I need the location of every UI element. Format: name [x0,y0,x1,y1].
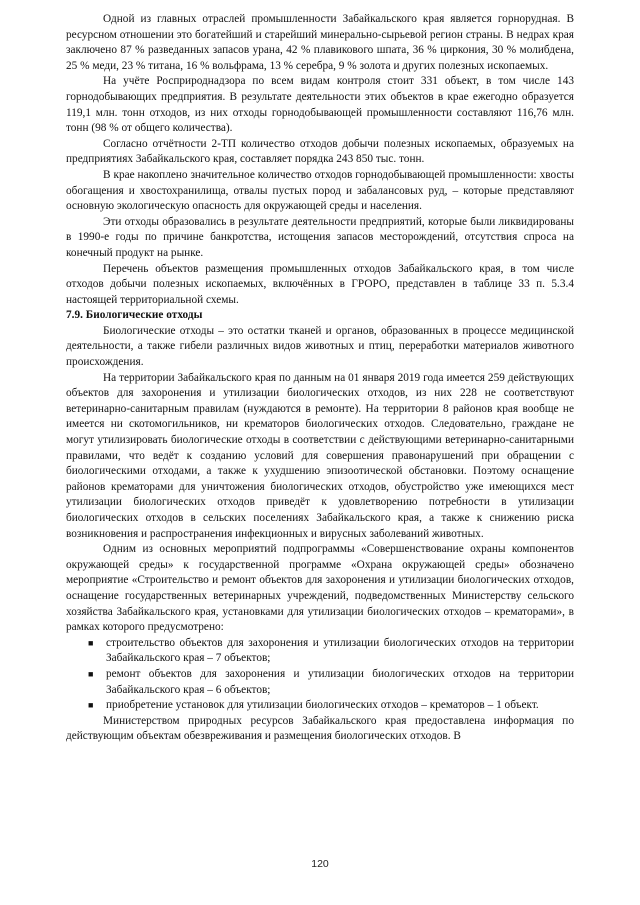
paragraph-rosprirodnadzor-objects: На учёте Росприроднадзора по всем видам контроля стоит 331 объект, в том числе 143 горнодобывающих предприятия. В результате деятельности этих объектов в крае ежегодно образуется 119,1 млн. тонн отходов, из них отходы горнодобывающей промышленности составляют 116,76 млн. тонн (98 % от общего количества). [66,75,574,135]
paragraph-groro-list: Перечень объектов размещения промышленных отходов Забайкальского края, в том числе отходов добычи полезных ископаемых, включённых в ГРОРО, представлен в таблице 33 п. 5.3.4 настоящей территориальной схемы. [66,262,574,306]
page-number: 120 [311,858,329,870]
bullet-marker: ■ [88,668,94,679]
paragraph-accumulated-waste: В крае накоплено значительное количество отходов горнодобывающей промышленности: хвосты обогащения и хвостохранилища, отвалы пустых пород и забалансовых руд, – которые представляют основную экологическую опасность для окружающей среды и населения. [66,168,574,213]
paragraph-subprogram: Одним из основных мероприятий подпрограммы «Совершенствование охраны компонентов окружающей среды» к государственной программе «Охрана окружающей среды» обозначено мероприятие «Строительство и ремонт объектов для захоронения и утилизации биологических отходов, оснащение государственных ветеринарных учреждений, подведомственных Министерству сельского хозяйства Забайкальского края, установками для утилизации биологических отходов – крематорами», в рамках которого предусмотрено: [66,543,574,634]
paragraph-mining-industry: Одной из главных отраслей промышленности Забайкальского края является горнорудная. В ресурсном отношении это богатейший и старейший минерально-сырьевой регион страны. В недрах края заключено 87 % разведанных запасов урана, 42 % плавикового шпата, 36 % циркония, 30 % молибдена, 25 % меди, 23 % титана, 16 % вольфрама, 13 % серебра, 9 % золота и других полезных ископаемых. [66,13,574,72]
list-item [66,698,574,714]
paragraph-2tp-report: Согласно отчётности 2-ТП количество отходов добычи полезных ископаемых, образуемых на предприятиях Забайкальского края, составляет порядка 243 850 тыс. тонн. [66,137,574,166]
measures-list [66,636,574,714]
list-item-text: ремонт объектов для захоронения и утилизации биологических отходов на территории Забайкальского края – 6 объектов; [106,667,574,696]
list-item [66,636,574,667]
list-item [66,667,574,698]
document-page [66,12,574,745]
list-item-text: строительство объектов для захоронения и утилизации биологических отходов на территории Забайкальского края – 7 объектов; [106,636,574,665]
bullet-marker: ■ [88,700,94,711]
paragraph-bio-waste-objects: На территории Забайкальского края по данным на 01 января 2019 года имеется 259 действующих объектов для захоронения и утилизации биологических отходов, из них 228 не соответствуют ветеринарно-санитарным правилам (нуждаются в ремонте). На территории 8 районов края вообще не имеется ни скотомогильников, ни крематоров биологических отходов. Следовательно, граждане не могут утилизировать биологические отходы в соответствии с действующими ветеринарно-санитарными правилами, что ведёт к созданию условий для совершения правонарушений при обращении с биологическими отходами, а также к ухудшению эпизоотической обстановки. Поэтому оснащение районов крематорами для уничтожения биологических отходов, обустройство уже имеющихся мест утилизации биологических отходов приведёт к удовлетворению потребности в утилизации биологических отходов в сельских поселениях Забайкальского края, а также к снижению риска возникновения и распространения инфекционных и вирусных заболеваний животных. [66,371,574,540]
bullet-marker: ■ [88,637,94,648]
section-heading: 7.9. Биологические отходы [66,309,203,322]
paragraph-liquidated-enterprises: Эти отходы образовались в результате деятельности предприятий, которые были ликвидированы в 1990-е годы по причине банкротства, истощения запасов месторождений, отсутствия спроса на конечный продукт на рынке. [66,215,574,259]
paragraph-bio-waste-definition: Биологические отходы – это остатки тканей и органов, образованных в процессе медицинской деятельности, а также гибели различных видов животных и птиц, переработки материалов животного происхождения. [66,324,574,369]
list-item-text: приобретение установок для утилизации биологических отходов – крематоров – 1 объект. [106,699,539,712]
paragraph-ministry-info: Министерством природных ресурсов Забайкальского края предоставлена информация по действующим объектам обезвреживания и размещения биологических отходов. В [66,714,574,743]
